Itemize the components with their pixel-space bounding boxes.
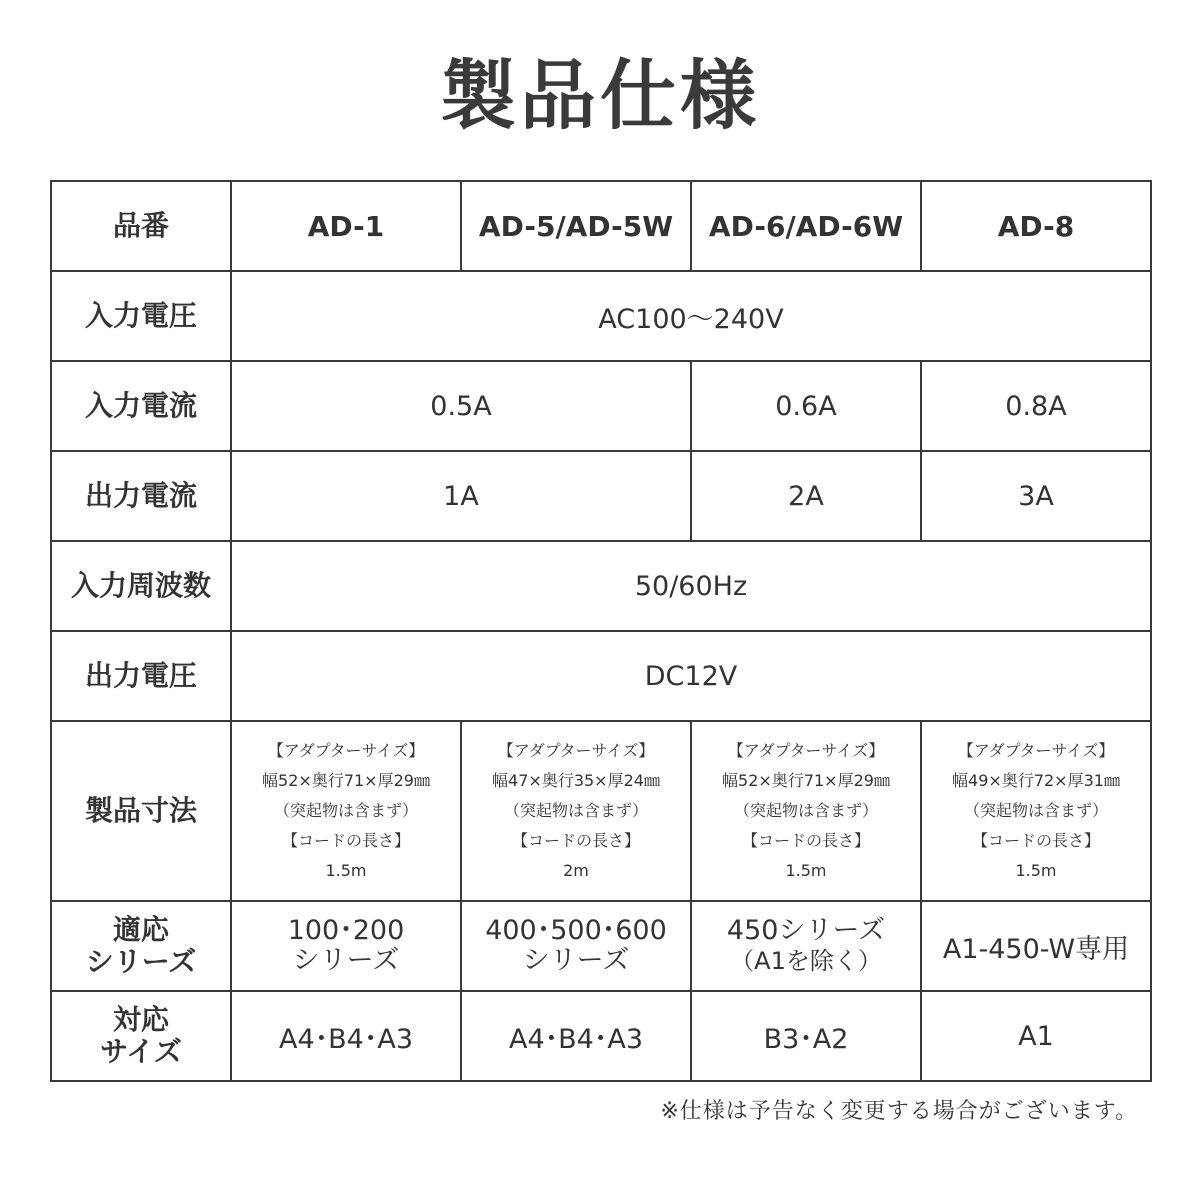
series-line: 100･200 [287,915,405,946]
cord-length: 2m [563,861,589,880]
output-current-label: 出力電流 [51,451,231,541]
spec-table [50,180,1152,1082]
series-line: （A1を除く） [730,947,882,975]
dimensions-cell [691,721,921,901]
series-cell [231,901,461,991]
input-current-label: 入力電流 [51,361,231,451]
sizes-value: A4･B4･A3 [461,991,691,1081]
input-current-value: 0.5A [231,361,691,451]
sizes-value: A4･B4･A3 [231,991,461,1081]
adapter-size: 幅52×奥行71×厚29㎜ [262,771,430,790]
dimensions-label: 製品寸法 [51,721,231,901]
output-voltage-label: 出力電圧 [51,631,231,721]
series-line: シリーズ [522,945,630,976]
sizes-value: B3･A2 [691,991,921,1081]
adapter-size: 幅52×奥行71×厚29㎜ [722,771,890,790]
series-label-line: 適応 [112,913,169,946]
input-current-row [51,361,1151,451]
model-ad-5: AD-5/AD-5W [461,181,691,271]
output-current-value: 3A [921,451,1151,541]
cord-length-label: 【コードの長さ】 [971,831,1100,850]
model-ad-8: AD-8 [921,181,1151,271]
series-cell [461,901,691,991]
cord-length-label: 【コードの長さ】 [281,831,410,850]
series-line: 400･500･600 [485,915,667,946]
adapter-size-note: （突起物は含まず） [503,801,648,820]
cord-length-label: 【コードの長さ】 [741,831,870,850]
series-row [51,901,1151,991]
cord-length: 1.5m [785,861,827,880]
model-ad-1: AD-1 [231,181,461,271]
model-ad-6: AD-6/AD-6W [691,181,921,271]
adapter-size-note: （突起物は含まず） [963,801,1108,820]
sizes-value: A1 [921,991,1151,1081]
adapter-size: 幅49×奥行72×厚31㎜ [952,771,1120,790]
adapter-size-note: （突起物は含まず） [273,801,418,820]
adapter-size: 幅47×奥行35×厚24㎜ [492,771,660,790]
dimensions-row [51,721,1151,901]
dimensions-cell [231,721,461,901]
input-voltage-value: AC100〜240V [231,271,1151,361]
model-header: 品番 [51,181,231,271]
series-line: シリーズ [292,945,400,976]
adapter-size-label: 【アダプターサイズ】 [497,741,655,760]
cord-length-label: 【コードの長さ】 [511,831,640,850]
output-voltage-row [51,631,1151,721]
model-row [51,181,1151,271]
sizes-label-line: サイズ [100,1035,182,1068]
dimensions-cell [461,721,691,901]
adapter-size-label: 【アダプターサイズ】 [727,741,885,760]
input-voltage-label: 入力電圧 [51,271,231,361]
output-current-row [51,451,1151,541]
series-cell [691,901,921,991]
input-frequency-value: 50/60Hz [231,541,1151,631]
output-current-value: 1A [231,451,691,541]
input-current-value: 0.6A [691,361,921,451]
footnote: ※仕様は予告なく変更する場合がございます。 [660,1099,1138,1124]
output-voltage-value: DC12V [231,631,1151,721]
input-frequency-row [51,541,1151,631]
adapter-size-note: （突起物は含まず） [733,801,878,820]
dimensions-cell [921,721,1151,901]
series-label-line: シリーズ [85,945,197,978]
adapter-size-label: 【アダプターサイズ】 [267,741,425,760]
input-frequency-label: 入力周波数 [51,541,231,631]
series-line: A1-450-W専用 [942,933,1130,965]
page-title: 製品仕様 [440,51,760,140]
sizes-row [51,991,1151,1081]
series-cell [921,901,1151,991]
sizes-label [51,991,231,1081]
cord-length: 1.5m [1015,861,1057,880]
adapter-size-label: 【アダプターサイズ】 [957,741,1115,760]
series-label [51,901,231,991]
input-voltage-row [51,271,1151,361]
input-current-value: 0.8A [921,361,1151,451]
cord-length: 1.5m [325,861,367,880]
output-current-value: 2A [691,451,921,541]
sizes-label-line: 対応 [112,1003,169,1036]
series-line: 450シリーズ [726,915,886,946]
